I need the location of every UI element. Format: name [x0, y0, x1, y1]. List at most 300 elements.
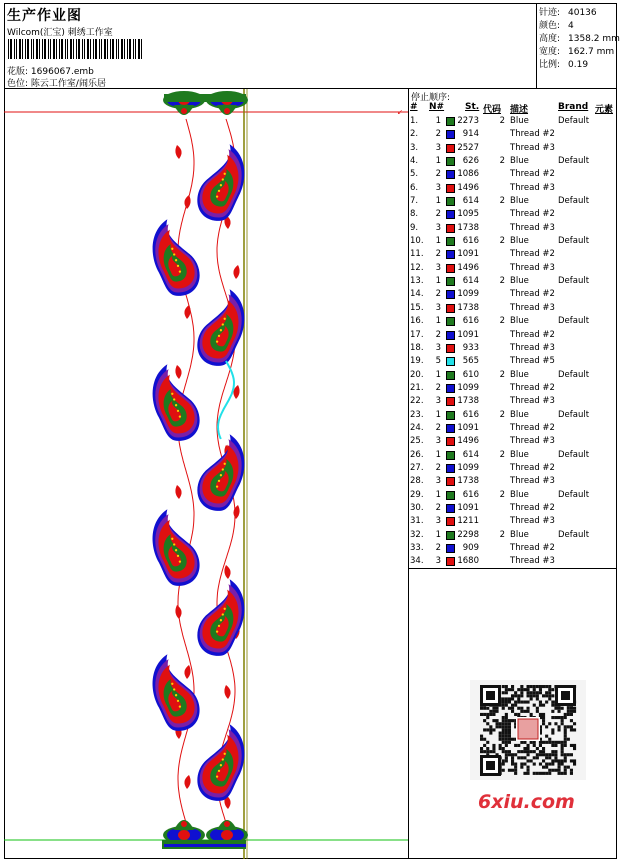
- row-description: Thread #2: [510, 502, 555, 513]
- qr-module: [502, 728, 505, 731]
- barcode-bar: [16, 39, 17, 59]
- qr-module: [505, 750, 508, 753]
- table-row: [409, 329, 617, 342]
- table-row: [409, 155, 617, 168]
- qr-module: [573, 728, 576, 731]
- row-index: 3.: [410, 142, 419, 153]
- qr-module: [545, 766, 548, 769]
- row-description: Blue: [510, 276, 529, 287]
- qr-module: [483, 713, 486, 716]
- leaf: [175, 145, 181, 159]
- qr-module: [561, 722, 564, 725]
- row-code: 2: [499, 276, 505, 287]
- qr-module: [570, 707, 573, 710]
- qr-module: [536, 685, 539, 688]
- barcode-bar: [95, 39, 97, 59]
- paisley-dot: [220, 619, 222, 621]
- table-row: [409, 449, 617, 462]
- qr-module: [573, 707, 576, 710]
- row-index: 11.: [410, 249, 424, 260]
- color-swatch: [446, 317, 455, 326]
- table-row: [409, 369, 617, 382]
- paisley-dot: [224, 173, 226, 175]
- qr-module: [508, 738, 511, 741]
- barcode-bar: [110, 39, 111, 59]
- qr-module: [523, 772, 526, 775]
- qr-module: [536, 707, 539, 710]
- qr-module: [558, 766, 561, 769]
- qr-module: [492, 747, 495, 750]
- paisley-dot: [220, 329, 222, 331]
- paisley-dot: [216, 485, 218, 487]
- qr-module: [502, 716, 505, 719]
- paisley-dot: [216, 340, 218, 342]
- qr-module: [514, 744, 517, 747]
- qr-module: [542, 716, 545, 719]
- paisley-dot: [218, 625, 220, 627]
- qr-module: [517, 694, 520, 697]
- row-needle: 3: [435, 436, 441, 447]
- qr-module: [508, 688, 511, 691]
- paisley-dot: [179, 705, 181, 707]
- row-index: 31.: [410, 516, 424, 527]
- qr-module: [533, 756, 536, 759]
- qr-module: [508, 725, 511, 728]
- qr-module: [514, 691, 517, 694]
- qr-module: [554, 716, 557, 719]
- qr-module: [508, 732, 511, 735]
- qr-module: [505, 704, 508, 707]
- qr-module: [564, 744, 567, 747]
- paisley-dot: [177, 265, 179, 267]
- row-needle: 2: [435, 329, 441, 340]
- row-index: 19.: [410, 356, 424, 367]
- stat-width: 宽度: 162.7 mm: [539, 47, 615, 57]
- barcode-bar: [118, 39, 119, 59]
- qr-module: [573, 722, 576, 725]
- barcode-bar: [82, 39, 83, 59]
- paisley-dot: [173, 543, 175, 545]
- table-row: [409, 168, 617, 181]
- qr-module: [511, 704, 514, 707]
- color-swatch: [446, 250, 455, 259]
- qr-module: [545, 725, 548, 728]
- row-brand: Default: [558, 449, 590, 460]
- qr-module: [502, 759, 505, 762]
- qr-module: [561, 763, 564, 766]
- barcode-bar: [107, 39, 108, 59]
- paisley-motif: [197, 579, 244, 656]
- qr-module: [548, 697, 551, 700]
- paisley-motif: [197, 289, 244, 366]
- barcode-bar: [116, 39, 117, 59]
- qr-module: [496, 707, 499, 710]
- row-needle: 2: [435, 422, 441, 433]
- qr-module: [539, 704, 542, 707]
- row-needle: 1: [435, 276, 441, 287]
- site-watermark: 6xiu.com: [478, 791, 575, 813]
- row-code: 2: [499, 316, 505, 327]
- row-index: 26.: [410, 449, 424, 460]
- qr-module: [542, 741, 545, 744]
- qr-module: [511, 753, 514, 756]
- barcode-bar: [8, 39, 9, 59]
- qr-module: [570, 744, 573, 747]
- qr-module: [561, 747, 564, 750]
- row-index: 17.: [410, 329, 424, 340]
- row-description: Blue: [510, 116, 529, 126]
- qr-module: [527, 707, 530, 710]
- paisley-motif: [153, 364, 200, 441]
- qr-module: [542, 747, 545, 750]
- paisley-dot: [173, 398, 175, 400]
- qr-module: [536, 753, 539, 756]
- qr-module: [489, 725, 492, 728]
- qr-module: [570, 772, 573, 775]
- barcode-bar: [104, 39, 106, 59]
- qr-module: [505, 713, 508, 716]
- qr-module: [539, 713, 542, 716]
- row-needle: 1: [435, 529, 441, 540]
- barcode-bar: [14, 39, 15, 59]
- paisley-dot: [218, 770, 220, 772]
- row-description: Thread #3: [510, 476, 555, 487]
- qr-module: [520, 685, 523, 688]
- row-description: Thread #5: [510, 356, 555, 367]
- row-brand: Default: [558, 116, 590, 126]
- row-index: 2.: [410, 129, 419, 140]
- barcode-bar: [67, 39, 68, 59]
- qr-module: [558, 772, 561, 775]
- leaf: [184, 305, 190, 319]
- row-stitches: 614: [462, 276, 479, 287]
- col-code: 代码: [483, 105, 502, 115]
- row-brand: Default: [558, 489, 590, 500]
- row-description: Thread #3: [510, 222, 555, 233]
- qr-module: [527, 766, 530, 769]
- color-swatch: [446, 504, 455, 513]
- row-index: 18.: [410, 342, 424, 353]
- row-needle: 1: [435, 196, 441, 207]
- barcode-bar: [112, 39, 114, 59]
- qr-finder-core: [486, 691, 495, 700]
- qr-module: [489, 713, 492, 716]
- col-description: 描述: [510, 105, 529, 115]
- qr-module: [551, 710, 554, 713]
- qr-module: [539, 753, 542, 756]
- qr-module: [511, 756, 514, 759]
- table-row: [409, 182, 617, 195]
- row-needle: 1: [435, 489, 441, 500]
- qr-module: [564, 732, 567, 735]
- row-index: 8.: [410, 209, 419, 220]
- qr-module: [520, 763, 523, 766]
- color-swatch: [446, 130, 455, 139]
- qr-module: [499, 725, 502, 728]
- qr-module: [561, 719, 564, 722]
- qr-module: [564, 772, 567, 775]
- qr-module: [542, 766, 545, 769]
- qr-module: [527, 710, 530, 713]
- corner-marker: ↙: [397, 108, 403, 116]
- qr-module: [536, 710, 539, 713]
- row-code: 2: [499, 409, 505, 420]
- qr-module: [539, 772, 542, 775]
- row-index: 5.: [410, 169, 419, 180]
- color-label: 色位:: [7, 79, 29, 89]
- qr-module: [480, 738, 483, 741]
- barcode-bar: [84, 39, 85, 59]
- top-border-band: [164, 94, 246, 102]
- row-description: Thread #2: [510, 422, 555, 433]
- qr-module: [505, 701, 508, 704]
- barcode-bar: [39, 39, 40, 59]
- barcode-bar: [138, 39, 140, 59]
- row-description: Thread #3: [510, 342, 555, 353]
- qr-module: [492, 744, 495, 747]
- qr-module: [561, 759, 564, 762]
- qr-module: [536, 756, 539, 759]
- color-swatch: [446, 557, 455, 566]
- qr-module: [567, 710, 570, 713]
- qr-module: [502, 735, 505, 738]
- qr-module: [505, 753, 508, 756]
- row-description: Blue: [510, 369, 529, 380]
- qr-module: [527, 691, 530, 694]
- qr-module: [554, 741, 557, 744]
- paisley-dot: [216, 775, 218, 777]
- qr-module: [545, 701, 548, 704]
- row-index: 13.: [410, 276, 424, 287]
- row-needle: 2: [435, 249, 441, 260]
- color-swatch: [446, 464, 455, 473]
- row-description: Blue: [510, 409, 529, 420]
- qr-module: [505, 759, 508, 762]
- qr-module: [486, 728, 489, 731]
- qr-module: [492, 728, 495, 731]
- row-stitches: 1099: [457, 462, 479, 473]
- barcode-bar: [87, 39, 89, 59]
- barcode-bar: [93, 39, 94, 59]
- qr-module: [523, 763, 526, 766]
- table-row: [409, 555, 617, 568]
- qr-module: [539, 685, 542, 688]
- row-index: 1.: [410, 116, 419, 126]
- qr-module: [511, 685, 514, 688]
- qr-module: [502, 732, 505, 735]
- qr-module: [558, 725, 561, 728]
- qr-module: [499, 722, 502, 725]
- qr-module: [486, 707, 489, 710]
- barcode-bar: [10, 39, 12, 59]
- table-row: [409, 489, 617, 502]
- qr-module: [564, 756, 567, 759]
- paisley-dot: [220, 474, 222, 476]
- qr-module: [564, 766, 567, 769]
- qr-module: [502, 707, 505, 710]
- qr-module: [480, 747, 483, 750]
- qr-module: [551, 688, 554, 691]
- qr-module: [505, 741, 508, 744]
- qr-module: [499, 735, 502, 738]
- col-element: 元素: [595, 105, 614, 115]
- qr-module: [486, 750, 489, 753]
- color-swatch: [446, 384, 455, 393]
- qr-module: [508, 769, 511, 772]
- row-brand: Default: [558, 529, 590, 540]
- table-row: [409, 315, 617, 328]
- color-swatch: [446, 371, 455, 380]
- qr-module: [564, 735, 567, 738]
- leaf: [224, 685, 230, 699]
- color-swatch: [446, 237, 455, 246]
- qr-module: [508, 701, 511, 704]
- row-index: 4.: [410, 156, 419, 167]
- paisley-dot: [177, 410, 179, 412]
- qr-module: [489, 728, 492, 731]
- paisley-motif: [197, 434, 244, 511]
- qr-module: [558, 716, 561, 719]
- qr-module: [536, 747, 539, 750]
- qr-module: [514, 753, 517, 756]
- row-stitches: 616: [462, 236, 479, 247]
- row-description: Thread #3: [510, 182, 555, 193]
- row-description: Thread #2: [510, 129, 555, 140]
- design-value: 1696067.emb: [30, 67, 94, 77]
- col-needle: N#: [429, 102, 445, 112]
- qr-module: [551, 744, 554, 747]
- qr-stamp: [518, 719, 538, 739]
- paisley-dot: [222, 758, 224, 760]
- qr-module: [502, 738, 505, 741]
- col-stitches: St.: [465, 102, 480, 112]
- qr-module: [483, 707, 486, 710]
- table-row: [409, 115, 617, 128]
- paisley-dot: [222, 178, 224, 180]
- qr-module: [511, 769, 514, 772]
- qr-module: [567, 738, 570, 741]
- paisley-motif: [197, 144, 244, 221]
- qr-module: [523, 756, 526, 759]
- qr-module: [508, 697, 511, 700]
- qr-module: [570, 759, 573, 762]
- qr-module: [545, 685, 548, 688]
- row-index: 6.: [410, 182, 419, 193]
- qr-module: [570, 725, 573, 728]
- leaf: [184, 195, 190, 209]
- qr-module: [570, 769, 573, 772]
- row-stitches: 909: [462, 543, 479, 553]
- qr-module: [533, 750, 536, 753]
- qr-module: [545, 763, 548, 766]
- table-row: [409, 208, 617, 221]
- qr-module: [496, 719, 499, 722]
- paisley-motif: [153, 654, 200, 731]
- row-index: 30.: [410, 502, 424, 513]
- row-brand: Default: [558, 409, 590, 420]
- row-needle: 3: [435, 222, 441, 233]
- paisley-dot: [173, 688, 175, 690]
- qr-module: [505, 722, 508, 725]
- qr-module: [514, 694, 517, 697]
- color-position: [7, 76, 106, 89]
- row-index: 22.: [410, 396, 424, 407]
- paisley-dot: [171, 683, 173, 685]
- row-description: Thread #3: [510, 556, 555, 567]
- table-row: [409, 128, 617, 141]
- paisley-dot: [222, 613, 224, 615]
- stop-sequence-title: 停止顺序:: [411, 93, 451, 103]
- barcode-bar: [22, 39, 23, 59]
- barcode-bar: [61, 39, 63, 59]
- table-row: [409, 275, 617, 288]
- qr-module: [527, 685, 530, 688]
- row-needle: 2: [435, 543, 441, 553]
- row-stitches: 2298: [457, 529, 479, 540]
- row-description: Thread #3: [510, 516, 555, 527]
- header-info: [4, 3, 537, 89]
- stop-sequence-rows: [409, 115, 617, 569]
- leaf: [233, 265, 239, 279]
- color-swatch: [446, 411, 455, 420]
- row-needle: 1: [435, 236, 441, 247]
- row-index: 14.: [410, 289, 424, 300]
- qr-module: [520, 750, 523, 753]
- table-row: [409, 382, 617, 395]
- qr-module: [514, 766, 517, 769]
- qr-module: [511, 694, 514, 697]
- qr-module: [542, 759, 545, 762]
- qr-module: [548, 741, 551, 744]
- leaf: [184, 775, 190, 789]
- cap-center: [221, 830, 233, 840]
- qr-module: [570, 728, 573, 731]
- qr-module: [548, 763, 551, 766]
- row-index: 28.: [410, 476, 424, 487]
- qr-module: [545, 753, 548, 756]
- qr-module: [492, 710, 495, 713]
- qr-module: [536, 772, 539, 775]
- row-index: 21.: [410, 382, 424, 393]
- row-stitches: 2527: [457, 142, 479, 153]
- row-index: 27.: [410, 462, 424, 473]
- barcode-bar: [78, 39, 80, 59]
- qr-module: [514, 772, 517, 775]
- qr-module: [499, 744, 502, 747]
- row-stitches: 614: [462, 196, 479, 207]
- qr-module: [570, 713, 573, 716]
- qr-module: [502, 747, 505, 750]
- qr-module: [520, 701, 523, 704]
- table-row: [409, 422, 617, 435]
- paisley-dot: [216, 195, 218, 197]
- row-stitches: 565: [462, 356, 479, 367]
- row-needle: 3: [435, 516, 441, 527]
- color-swatch: [446, 531, 455, 540]
- qr-module: [561, 753, 564, 756]
- barcode: [8, 39, 144, 59]
- color-swatch: [446, 331, 455, 340]
- qr-module: [502, 701, 505, 704]
- qr-module: [530, 741, 533, 744]
- row-needle: 2: [435, 209, 441, 220]
- qr-module: [530, 750, 533, 753]
- row-stitches: 914: [462, 129, 479, 140]
- barcode-bar: [53, 39, 55, 59]
- row-index: 32.: [410, 529, 424, 540]
- row-index: 16.: [410, 316, 424, 327]
- barcode-bar: [56, 39, 57, 59]
